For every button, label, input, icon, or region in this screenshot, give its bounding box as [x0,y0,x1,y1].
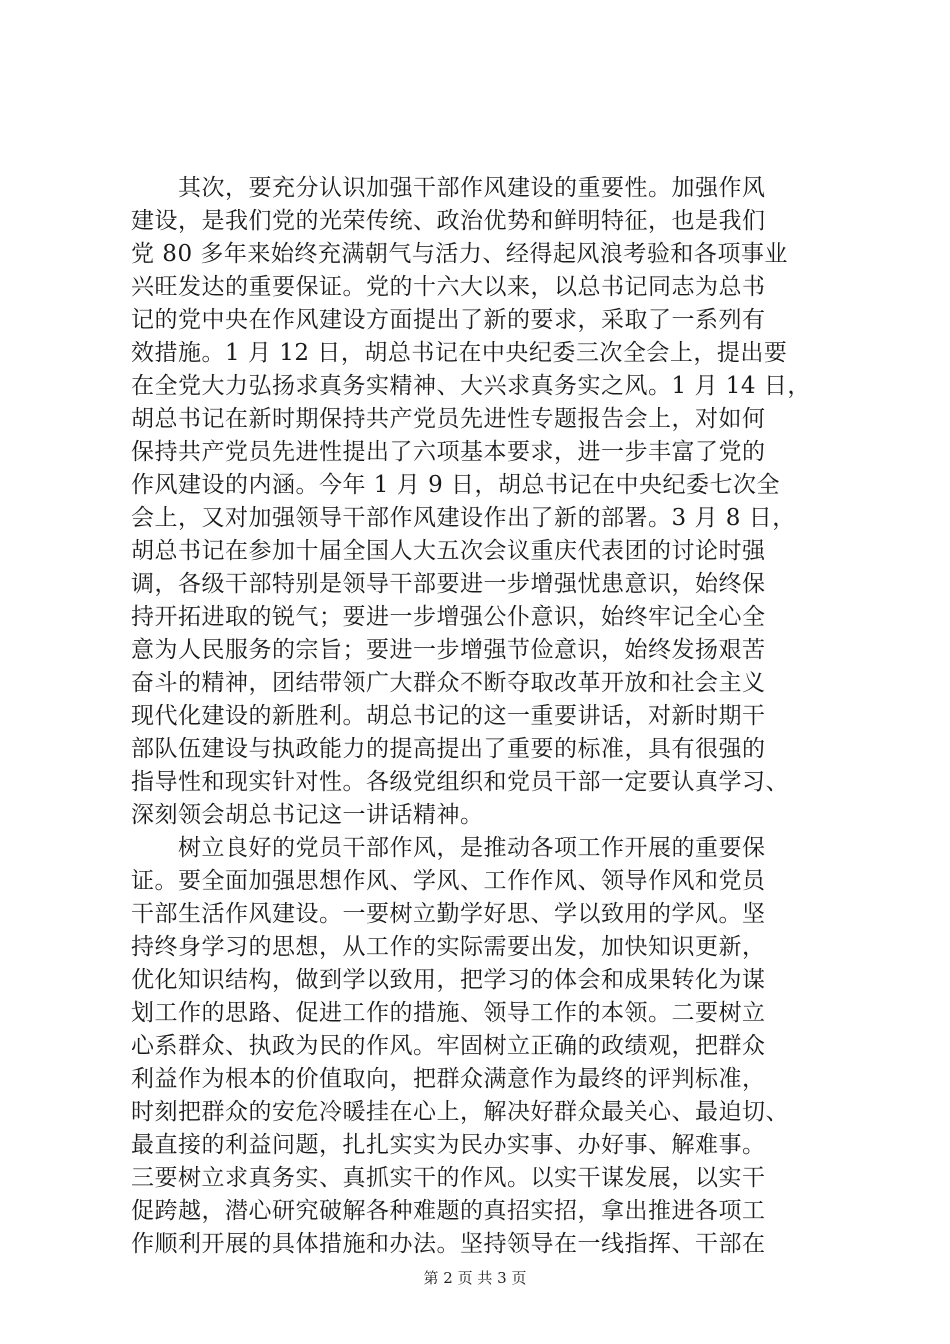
text-line: 持开拓进取的锐气；要进一步增强公仆意识，始终牢记全心全 [131,604,766,630]
text-line: 优化知识结构，做到学以致用，把学习的体会和成果转化为谋 [131,967,766,993]
text-line: 深刻领会胡总书记这一讲话精神。 [131,802,484,828]
text-line: 保持共产党员先进性提出了六项基本要求，进一步丰富了党的 [131,439,766,465]
text-line: 证。要全面加强思想作风、学风、工作作风、领导作风和党员 [131,868,766,894]
text-line: 作顺利开展的具体措施和办法。坚持领导在一线指挥、干部在 [131,1231,766,1257]
text-line: 效措施。1 月 12 日，胡总书记在中央纪委三次全会上，提出要 [131,340,788,366]
text-line: 会上，又对加强领导干部作风建设作出了新的部署。3 月 8 日， [131,505,796,531]
text-line: 三要树立求真务实、真抓实干的作风。以实干谋发展，以实干 [131,1165,766,1191]
text-line: 干部生活作风建设。一要树立勤学好思、学以致用的学风。坚 [131,901,766,927]
text-line: 胡总书记在新时期保持共产党员先进性专题报告会上，对如何 [131,406,766,432]
text-line: 持终身学习的思想，从工作的实际需要出发，加快知识更新， [131,934,766,960]
text-line: 党 80 多年来始终充满朝气与活力、经得起风浪考验和各项事业 [131,241,788,267]
text-line: 意为人民服务的宗旨；要进一步增强节俭意识，始终发扬艰苦 [131,637,766,663]
text-line: 利益作为根本的价值取向，把群众满意作为最终的评判标准， [131,1066,766,1092]
page-number-footer: 第 2 页 共 3 页 [423,1269,527,1287]
text-line: 促跨越，潜心研究破解各种难题的真招实招，拿出推进各项工 [131,1198,766,1224]
text-line: 心系群众、执政为民的作风。牢固树立正确的政绩观，把群众 [131,1033,766,1059]
text-line: 胡总书记在参加十届全国人大五次会议重庆代表团的讨论时强 [131,538,766,564]
text-line: 时刻把群众的安危冷暖挂在心上，解决好群众最关心、最迫切、 [131,1099,789,1125]
text-line: 记的党中央在作风建设方面提出了新的要求，采取了一系列有 [131,307,766,333]
text-line: 建设，是我们党的光荣传统、政治优势和鲜明特征，也是我们 [131,208,766,234]
text-line: 在全党大力弘扬求真务实精神、大兴求真务实之风。1 月 14 日， [131,373,811,399]
text-line: 奋斗的精神，团结带领广大群众不断夺取改革开放和社会主义 [131,670,766,696]
text-line: 部队伍建设与执政能力的提高提出了重要的标准，具有很强的 [131,736,766,762]
text-line: 其次，要充分认识加强干部作风建设的重要性。加强作风 [131,175,766,201]
text-line: 树立良好的党员干部作风，是推动各项工作开展的重要保 [131,835,766,861]
text-line: 兴旺发达的重要保证。党的十六大以来，以总书记同志为总书 [131,274,766,300]
text-line: 指导性和现实针对性。各级党组织和党员干部一定要认真学习、 [131,769,789,795]
text-line: 作风建设的内涵。今年 1 月 9 日，胡总书记在中央纪委七次全 [131,472,781,498]
text-line: 调，各级干部特别是领导干部要进一步增强忧患意识，始终保 [131,571,766,597]
text-line: 划工作的思路、促进工作的措施、领导工作的本领。二要树立 [131,1000,766,1026]
text-line: 最直接的利益问题，扎扎实实为民办实事、办好事、解难事。 [131,1132,766,1158]
document-body [131,172,831,1261]
text-line: 现代化建设的新胜利。胡总书记的这一重要讲话，对新时期干 [131,703,766,729]
